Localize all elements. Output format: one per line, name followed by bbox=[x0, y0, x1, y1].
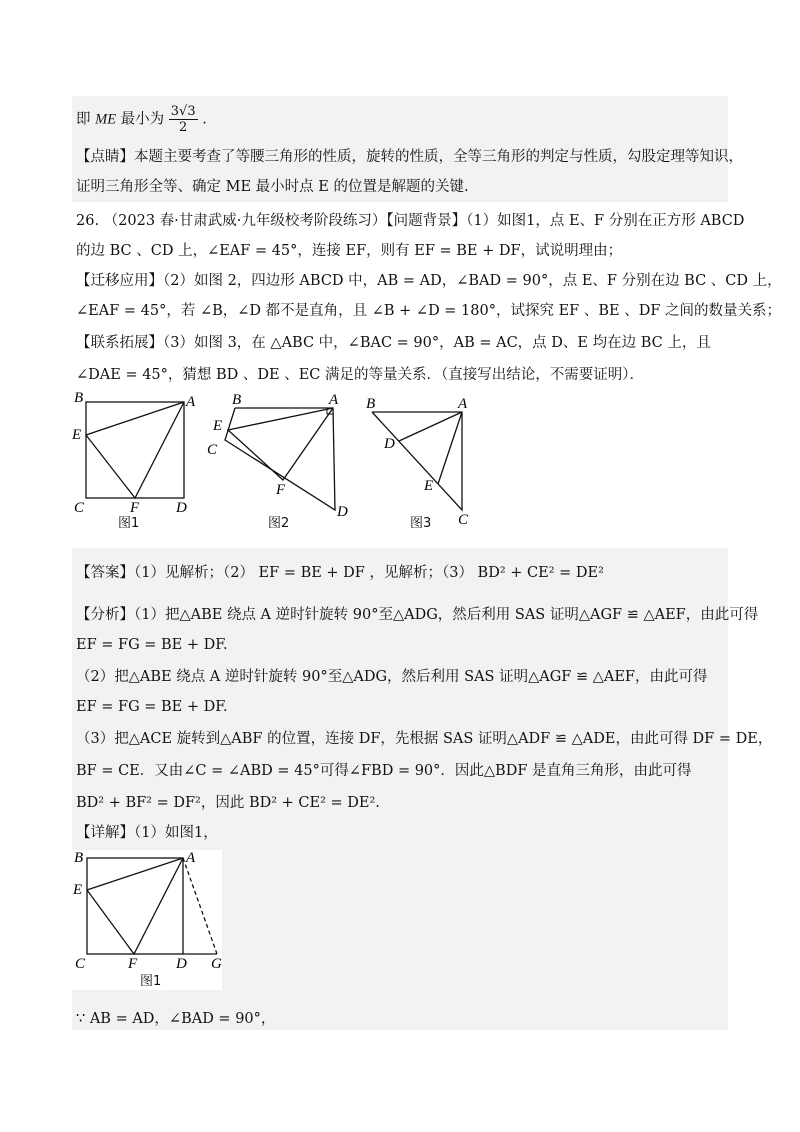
detail-figure-caption: 图1 bbox=[140, 974, 162, 989]
label-c: C bbox=[75, 956, 86, 972]
label-e: E bbox=[213, 418, 223, 434]
label-e: E bbox=[424, 478, 434, 494]
label-b: B bbox=[74, 390, 84, 406]
label-d: D bbox=[176, 500, 187, 516]
label-e: E bbox=[72, 427, 82, 443]
label-c: C bbox=[458, 512, 469, 528]
label-f: F bbox=[130, 500, 140, 516]
analysis-line-4: EF = FG = BE + DF. bbox=[76, 699, 228, 715]
label-g: G bbox=[211, 956, 222, 972]
figure-1-caption: 图1 bbox=[118, 516, 140, 531]
segment-ad bbox=[399, 412, 462, 441]
problem-line-3: 【迁移应用】（2）如图 2，四边形 ABCD 中，AB = AD，∠BAD = 90°，点 E、F 分别在边 BC 、CD 上， bbox=[76, 273, 782, 289]
figure-3-caption: 图3 bbox=[410, 516, 432, 531]
analysis-line-5: （3）把△ACE 旋转到△ABF 的位置，连接 DF，先根据 SAS 证明△ADF ≌ △ADE，由此可得 DF = DE， bbox=[76, 731, 773, 747]
label-b: B bbox=[74, 850, 84, 866]
comment-line-2: 证明三角形全等、确定 ME 最小时点 E 的位置是解题的关键. bbox=[76, 179, 469, 195]
analysis-line-7: BD² + BF² = DF²，因此 BD² + CE² = DE². bbox=[76, 795, 380, 811]
comment-line-1: 【点睛】本题主要考查了等腰三角形的性质，旋转的性质，全等三角形的判定与性质，勾股定理等知识， bbox=[76, 149, 743, 165]
fraction: $\frac{3√3}{2}$ bbox=[170, 104, 196, 135]
label-a: A bbox=[186, 850, 196, 866]
me-var: ME bbox=[95, 111, 117, 128]
problem-line-1: 26. （2023 春·甘肃武威·九年级校考阶段练习）【问题背景】（1）如图1，点 E、F 分别在正方形 ABCD bbox=[76, 213, 745, 229]
problem-line-5: 【联系拓展】（3）如图 3，在 △ABC 中，∠BAC = 90°，AB = AC，点 D、E 均在边 BC 上，且 bbox=[76, 335, 711, 351]
label-e: E bbox=[73, 882, 83, 898]
triangle-abc bbox=[372, 412, 462, 510]
label-a: A bbox=[186, 394, 196, 410]
answer-line: 【答案】（1）见解析；（2） EF = BE + DF ，见解析；（3） BD² + CE² = DE² bbox=[76, 565, 604, 581]
detail-line-2: ∵ AB = AD，∠BAD = 90°， bbox=[76, 1011, 276, 1027]
square-abcd bbox=[86, 402, 184, 498]
label-b: B bbox=[232, 392, 242, 408]
problem-line-4: ∠EAF = 45°，若 ∠B，∠D 都不是直角，且 ∠B + ∠D = 180°，试探究 EF 、BE 、DF 之间的数量关系； bbox=[76, 303, 781, 319]
label-f: F bbox=[276, 482, 286, 498]
figure-2 bbox=[205, 390, 355, 520]
triangle-aef bbox=[86, 402, 184, 498]
label-a: A bbox=[458, 396, 468, 412]
label-d: D bbox=[176, 956, 187, 972]
label-d: D bbox=[337, 504, 348, 520]
problem-line-6: ∠DAE = 45°，猜想 BD 、DE 、EC 满足的等量关系．（直接写出结论，不需要证明）． bbox=[76, 367, 645, 383]
label-d: D bbox=[384, 436, 395, 452]
detail-line-1: 【详解】（1）如图1， bbox=[76, 825, 218, 841]
prev-conclusion: 即 ME 最小为 $\frac{3√3}{2}$ . bbox=[76, 104, 207, 135]
label-c: C bbox=[74, 500, 85, 516]
label-f: F bbox=[128, 956, 138, 972]
analysis-line-6: BF = CE．又由∠C = ∠ABD = 45°可得∠FBD = 90°．因此△BDF 是直角三角形，由此可得 bbox=[76, 763, 692, 779]
triangle-aef bbox=[228, 408, 333, 480]
analysis-line-1: 【分析】（1）把△ABE 绕点 A 逆时针旋转 90°至△ADG，然后利用 SAS 证明△AGF ≌ △AEF，由此可得 bbox=[76, 607, 759, 623]
figure-1 bbox=[70, 390, 200, 520]
label-c: C bbox=[207, 442, 218, 458]
segment-ag-dashed bbox=[183, 858, 217, 954]
square-abcd bbox=[87, 858, 183, 954]
detail-figure-1 bbox=[72, 850, 222, 990]
label-b: B bbox=[366, 396, 376, 412]
analysis-line-2: EF = FG = BE + DF. bbox=[76, 637, 228, 653]
problem-line-2: 的边 BC 、CD 上，∠EAF = 45°，连接 EF，则有 EF = BE + DF，试说明理由； bbox=[76, 243, 623, 259]
label-a: A bbox=[329, 392, 339, 408]
analysis-line-3: （2）把△ABE 绕点 A 逆时针旋转 90°至△ADG，然后利用 SAS 证明△AGF ≌ △AEF，由此可得 bbox=[76, 669, 708, 685]
triangle-aef bbox=[87, 858, 183, 954]
figure-2-caption: 图2 bbox=[268, 516, 290, 531]
segment-ae bbox=[438, 412, 462, 484]
figure-3 bbox=[358, 390, 478, 530]
